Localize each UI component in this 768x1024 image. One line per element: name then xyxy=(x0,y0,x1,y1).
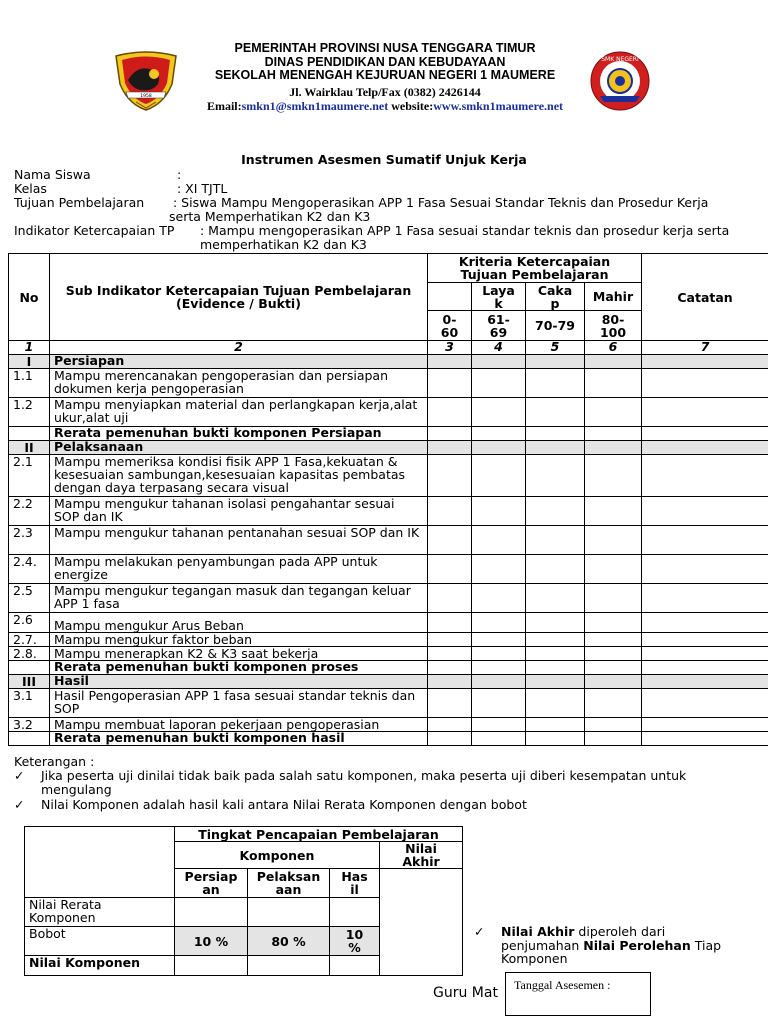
col-kriteria-line-2: Tujuan Pembelajaran xyxy=(460,267,609,282)
table-row xyxy=(9,398,768,427)
catatan-cell[interactable] xyxy=(642,555,768,584)
catatan-cell[interactable] xyxy=(642,732,768,746)
score-cell[interactable] xyxy=(428,555,472,584)
pelaksanaan-line-1: Pelaksan xyxy=(256,869,321,884)
row-no: 3.2 xyxy=(9,718,50,732)
row-no: 1.2 xyxy=(9,398,50,427)
column-number: 1 xyxy=(9,341,50,355)
catatan-cell[interactable] xyxy=(642,369,768,398)
range-61-69-line-1: 61- xyxy=(487,311,510,327)
contact-block xyxy=(190,85,580,113)
note-bold-nilai-perolehan: Nilai Perolehan xyxy=(583,937,691,953)
col-catatan-header: Catatan xyxy=(642,254,768,341)
tanggal-asesmen-box[interactable] xyxy=(505,972,651,1016)
score-cell[interactable] xyxy=(472,689,526,718)
summary-row-bobot-label: Bobot xyxy=(25,927,175,956)
summary-corner-cell xyxy=(25,827,175,898)
score-cell[interactable] xyxy=(585,661,642,675)
score-cell[interactable] xyxy=(428,369,472,398)
summary-input-cell[interactable] xyxy=(175,898,248,927)
score-cell[interactable] xyxy=(428,584,472,613)
row-text: Mampu membuat laporan pekerjaan pengoperasian xyxy=(50,718,428,732)
score-cell[interactable] xyxy=(526,455,585,497)
note-item-2: Nilai Komponen adalah hasil kali antara Nilai Rerata Komponen dengan bobot xyxy=(41,797,527,812)
row-text: Mampu memeriksa kondisi fisik APP 1 Fasa,kekuatan & kesesuaian sambungan,kesesuaian kapasitas pembatas dengan daya terpasang secara visual xyxy=(50,455,428,497)
col-cakap-line-2: p xyxy=(550,295,560,311)
catatan-cell[interactable] xyxy=(642,689,768,718)
score-cell[interactable] xyxy=(585,427,642,441)
rerata-line-1: Nilai Rerata xyxy=(29,897,102,912)
score-cell[interactable] xyxy=(526,398,585,427)
score-cell[interactable] xyxy=(472,497,526,526)
score-cell[interactable] xyxy=(585,732,642,746)
column-number: 4 xyxy=(472,341,526,355)
table-row xyxy=(9,526,768,555)
row-no: 2.1 xyxy=(9,455,50,497)
section-no: II xyxy=(9,441,50,455)
heading-line-1: PEMERINTAH PROVINSI NUSA TENGGARA TIMUR xyxy=(234,41,536,55)
row-no: 2.5 xyxy=(9,584,50,613)
ntt-province-emblem-icon xyxy=(112,50,180,112)
score-cell[interactable] xyxy=(428,661,472,675)
persiapan-line-1: Persiap xyxy=(184,869,238,884)
score-cell[interactable] xyxy=(585,455,642,497)
final-score-note xyxy=(474,925,744,970)
row-text: Mampu merencanakan pengoperasian dan persiapan dokumen kerja pengoperasian xyxy=(50,369,428,398)
section-no: I xyxy=(9,355,50,369)
score-cell[interactable] xyxy=(472,555,526,584)
table-row xyxy=(9,613,768,633)
tujuan-value-2: serta Memperhatikan K2 dan K3 xyxy=(169,209,371,224)
score-cell[interactable] xyxy=(585,526,642,555)
nama-label: Nama Siswa xyxy=(14,167,91,182)
summary-nilai-akhir-cell[interactable] xyxy=(380,869,463,976)
summary-nilai-akhir-header xyxy=(380,842,463,869)
section-row-hasil xyxy=(9,675,768,689)
summary-input-cell[interactable] xyxy=(248,898,330,927)
student-info xyxy=(14,168,754,254)
score-cell[interactable] xyxy=(526,718,585,732)
summary-input-cell[interactable] xyxy=(248,956,330,976)
row-text: Mampu menerapkan K2 & K3 saat bekerja xyxy=(50,647,428,661)
table-row xyxy=(9,689,768,718)
indikator-label: Indikator Ketercapaian TP xyxy=(14,223,175,238)
summary-input-cell[interactable] xyxy=(330,898,380,927)
rerata-line-2: Komponen xyxy=(29,910,96,925)
hasil-line-1: Has xyxy=(341,869,368,884)
hasil-line-2: il xyxy=(350,882,359,897)
section-label: Hasil xyxy=(50,675,428,689)
score-cell[interactable] xyxy=(585,613,642,633)
score-cell[interactable] xyxy=(472,633,526,647)
score-cell[interactable] xyxy=(526,689,585,718)
assessment-table xyxy=(8,253,768,746)
score-cell[interactable] xyxy=(428,633,472,647)
note-item-1: Jika peserta uji dinilai tidak baik pada salah satu komponen, maka peserta uji diberi kesempatan untuk mengulang xyxy=(41,768,687,797)
letterhead xyxy=(0,42,768,117)
summary-pelaksanaan-header xyxy=(248,869,330,898)
col-kriteria-line-1: Kriteria Ketercapaian xyxy=(458,254,611,269)
score-cell[interactable] xyxy=(472,398,526,427)
col-kriteria-header xyxy=(428,254,642,283)
score-cell[interactable] xyxy=(472,427,526,441)
range-0-60 xyxy=(428,311,472,341)
col-sub-indikator-header xyxy=(50,254,428,341)
score-cell[interactable] xyxy=(585,584,642,613)
average-row-hasil xyxy=(9,732,768,746)
score-cell[interactable] xyxy=(472,613,526,633)
score-cell[interactable] xyxy=(526,661,585,675)
check-icon: ✓ xyxy=(14,768,25,783)
summary-row-rerata-label xyxy=(25,898,175,927)
score-cell[interactable] xyxy=(526,613,585,633)
note-text-1: diperoleh dari penjumahan xyxy=(501,924,666,953)
range-61-69 xyxy=(472,311,526,341)
row-no: 3.1 xyxy=(9,689,50,718)
row-no: 2.6 xyxy=(9,613,50,633)
col-no-header: No xyxy=(9,254,50,341)
bobot-persiapan: 10 % xyxy=(175,927,248,956)
score-cell[interactable] xyxy=(472,584,526,613)
row-no: 2.8. xyxy=(9,647,50,661)
range-80-100-line-2: 100 xyxy=(599,324,627,340)
score-cell[interactable] xyxy=(585,633,642,647)
tujuan-value-1: : Siswa Mampu Mengoperasikan APP 1 Fasa Sesuai Standar Teknis dan Prosedur Kerja xyxy=(173,195,709,210)
kelas-label: Kelas xyxy=(14,181,47,196)
catatan-cell[interactable] xyxy=(642,497,768,526)
section-label: Pelaksanaan xyxy=(50,441,428,455)
note-bold-nilai-akhir: Nilai Akhir xyxy=(501,924,575,939)
summary-table xyxy=(24,826,463,976)
row-text: Mampu mengukur faktor beban xyxy=(50,633,428,647)
score-cell[interactable] xyxy=(585,369,642,398)
catatan-cell[interactable] xyxy=(642,633,768,647)
catatan-cell[interactable] xyxy=(642,427,768,441)
table-row xyxy=(9,555,768,584)
summary-persiapan-header xyxy=(175,869,248,898)
range-80-100-line-1: 80- xyxy=(601,311,625,327)
score-cell[interactable] xyxy=(585,555,642,584)
score-cell[interactable] xyxy=(526,732,585,746)
bobot-hasil-line-2: % xyxy=(348,940,361,955)
row-text: Mampu mengukur tahanan pentanahan sesuai SOP dan IK xyxy=(50,526,428,555)
score-cell[interactable] xyxy=(472,455,526,497)
row-no: 2.4. xyxy=(9,555,50,584)
address-line: Jl. Wairklau Telp/Fax (0382) 2426144 xyxy=(289,85,481,99)
col-cakap-line-1: Caka xyxy=(537,282,573,298)
notes-heading: Keterangan : xyxy=(14,754,95,769)
score-cell[interactable] xyxy=(428,455,472,497)
score-cell[interactable] xyxy=(428,526,472,555)
row-text: Mampu melakukan penyambungan pada APP untuk energize xyxy=(50,555,428,584)
score-cell[interactable] xyxy=(428,613,472,633)
notes-block xyxy=(14,755,754,815)
catatan-cell[interactable] xyxy=(642,455,768,497)
score-cell[interactable] xyxy=(526,584,585,613)
catatan-cell[interactable] xyxy=(642,718,768,732)
table-row xyxy=(9,369,768,398)
score-cell[interactable] xyxy=(526,633,585,647)
col-sub-line-2: (Evidence / Bukti) xyxy=(176,296,301,311)
summary-komponen-header: Komponen xyxy=(175,842,380,869)
indikator-value-2: memperhatikan K2 dan K3 xyxy=(200,237,367,252)
summary-input-cell[interactable] xyxy=(175,956,248,976)
tujuan-label: Tujuan Pembelajaran xyxy=(14,195,145,210)
score-cell[interactable] xyxy=(428,718,472,732)
indikator-value-1: : Mampu mengoperasikan APP 1 Fasa sesuai standar teknis dan prosedur kerja serta xyxy=(200,223,730,238)
score-cell[interactable] xyxy=(526,526,585,555)
col-cakap-header xyxy=(526,283,585,311)
nama-value: : xyxy=(177,167,182,182)
score-cell[interactable] xyxy=(526,427,585,441)
column-number: 3 xyxy=(428,341,472,355)
score-cell[interactable] xyxy=(428,647,472,661)
range-0-60-line-2: 60 xyxy=(440,324,459,340)
range-0-60-line-1: 0- xyxy=(442,311,457,327)
institution-heading xyxy=(190,42,580,83)
range-80-100 xyxy=(585,311,642,341)
smk-negeri-logo-icon xyxy=(586,50,654,112)
heading-line-3: SEKOLAH MENENGAH KEJURUAN NEGERI 1 MAUMERE xyxy=(214,68,556,82)
catatan-cell[interactable] xyxy=(642,526,768,555)
email-line xyxy=(190,99,580,113)
score-cell[interactable] xyxy=(428,732,472,746)
average-row-proses xyxy=(9,661,768,675)
col-belum-header xyxy=(428,283,472,311)
score-cell[interactable] xyxy=(472,526,526,555)
document-title: Instrumen Asesmen Sumatif Unjuk Kerja xyxy=(241,152,527,167)
row-no: 2.2 xyxy=(9,497,50,526)
score-cell[interactable] xyxy=(428,689,472,718)
column-number: 7 xyxy=(642,341,768,355)
summary-row-nilai-komponen-label: Nilai Komponen xyxy=(25,956,175,976)
check-icon: ✓ xyxy=(14,797,25,812)
score-cell[interactable] xyxy=(585,497,642,526)
row-text: Mampu menyiapkan material dan perlangkapan kerja,alat ukur,alat uji xyxy=(50,398,428,427)
col-layak-line-2: k xyxy=(494,295,503,311)
section-no: III xyxy=(9,675,50,689)
final-score-note-text xyxy=(501,925,746,966)
catatan-cell[interactable] xyxy=(642,661,768,675)
score-cell[interactable] xyxy=(472,369,526,398)
average-label: Rerata pemenuhan bukti komponen Persiapan xyxy=(50,427,428,441)
average-label: Rerata pemenuhan bukti komponen proses xyxy=(50,661,428,675)
website-link[interactable]: www.smkn1maumere.net xyxy=(433,99,564,113)
row-text: Hasil Pengoperasian APP 1 fasa sesuai standar teknis dan SOP xyxy=(50,689,428,718)
col-layak-line-1: Laya xyxy=(482,282,515,298)
score-cell[interactable] xyxy=(585,647,642,661)
score-cell[interactable] xyxy=(526,369,585,398)
catatan-cell[interactable] xyxy=(642,584,768,613)
section-label: Persiapan xyxy=(50,355,428,369)
catatan-cell[interactable] xyxy=(642,398,768,427)
tanggal-asesmen-label: Tanggal Asesemen : xyxy=(514,978,611,992)
score-cell[interactable] xyxy=(526,647,585,661)
col-sub-line-1: Sub Indikator Ketercapaian Tujuan Pembelajaran xyxy=(65,283,412,298)
table-row xyxy=(9,584,768,613)
row-no: 2.3 xyxy=(9,526,50,555)
score-cell[interactable] xyxy=(585,689,642,718)
bobot-hasil xyxy=(330,927,380,956)
nilai-akhir-line-1: Nilai xyxy=(405,841,437,856)
row-text: Mampu mengukur tahanan isolasi pengahantar sesuai SOP dan IK xyxy=(50,497,428,526)
pelaksanaan-line-2: aan xyxy=(275,882,302,897)
score-cell[interactable] xyxy=(428,497,472,526)
score-cell[interactable] xyxy=(472,661,526,675)
table-row xyxy=(9,455,768,497)
column-number: 5 xyxy=(526,341,585,355)
nilai-akhir-line-2: Akhir xyxy=(402,854,440,869)
score-cell[interactable] xyxy=(472,647,526,661)
kelas-value: : XI TJTL xyxy=(177,181,228,196)
heading-line-2: DINAS PENDIDIKAN DAN KEBUDAYAAN xyxy=(264,54,506,69)
svg-text:SMK NEGERI: SMK NEGERI xyxy=(601,56,639,63)
email-label: Email: xyxy=(206,99,242,113)
score-cell[interactable] xyxy=(526,497,585,526)
average-label: Rerata pemenuhan bukti komponen hasil xyxy=(50,732,428,746)
catatan-cell[interactable] xyxy=(642,613,768,633)
score-cell[interactable] xyxy=(585,398,642,427)
check-icon: ✓ xyxy=(474,924,485,939)
bobot-pelaksanaan: 80 % xyxy=(248,927,330,956)
score-cell[interactable] xyxy=(472,718,526,732)
summary-input-cell[interactable] xyxy=(330,956,380,976)
row-no: 2.7. xyxy=(9,633,50,647)
bobot-hasil-line-1: 10 xyxy=(345,927,364,942)
range-61-69-line-2: 69 xyxy=(489,324,508,340)
row-text: Mampu mengukur tegangan masuk dan tegangan keluar APP 1 fasa xyxy=(50,584,428,613)
guru-label: Guru Mat xyxy=(433,985,498,1001)
summary-hasil-header xyxy=(330,869,380,898)
column-number: 2 xyxy=(50,341,428,355)
score-cell[interactable] xyxy=(428,427,472,441)
summary-title: Tingkat Pencapaian Pembelajaran xyxy=(175,827,463,842)
score-cell[interactable] xyxy=(585,718,642,732)
score-cell[interactable] xyxy=(472,732,526,746)
website-label: website: xyxy=(388,99,434,113)
column-number: 6 xyxy=(585,341,642,355)
table-row xyxy=(9,497,768,526)
col-mahir-header: Mahir xyxy=(585,283,642,311)
row-text: Mampu mengukur Arus Beban xyxy=(50,613,428,633)
score-cell[interactable] xyxy=(428,398,472,427)
note-text-2: Tiap Komponen xyxy=(501,937,722,966)
svg-text:1958: 1958 xyxy=(140,94,152,99)
table-row xyxy=(9,633,768,647)
score-cell[interactable] xyxy=(526,555,585,584)
range-70-79: 70-79 xyxy=(526,311,585,341)
row-no: 1.1 xyxy=(9,369,50,398)
col-layak-header xyxy=(472,283,526,311)
section-row-pelaksanaan xyxy=(9,441,768,455)
catatan-cell[interactable] xyxy=(642,647,768,661)
email-link[interactable]: smkn1@smkn1maumere.net xyxy=(241,99,389,113)
section-row-persiapan xyxy=(9,355,768,369)
persiapan-line-2: an xyxy=(202,882,220,897)
